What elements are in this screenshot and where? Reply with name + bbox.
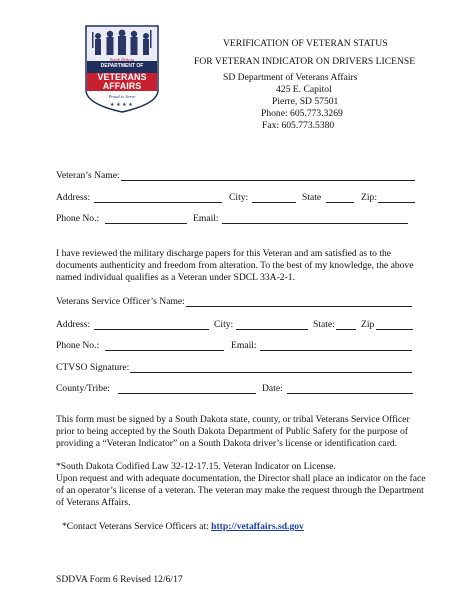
officer-name-label: Veterans Service Officer’s Name: <box>56 296 185 307</box>
logo-shield-icon <box>84 24 160 114</box>
law-paragraph <box>56 461 436 509</box>
veteran-email-field[interactable] <box>222 223 408 224</box>
notice-line: providing a “Veteran Indicator” on a South Dakota driver’s license or identification card. <box>56 438 398 449</box>
officer-zip-label: Zip <box>361 319 375 330</box>
veteran-city-field[interactable] <box>252 202 296 203</box>
officer-city-field[interactable] <box>236 329 308 330</box>
notice-paragraph <box>56 414 436 450</box>
law-heading: *South Dakota Codified Law 32-12-17.15. Veteran Indicator on License. <box>56 461 336 472</box>
officer-phone-field[interactable] <box>105 350 224 351</box>
officer-state-field[interactable] <box>336 329 356 330</box>
veteran-city-label: City: <box>229 192 249 203</box>
form-subtitle: FOR VETERAN INDICATOR ON DRIVERS LICENSE <box>194 56 416 67</box>
statement-paragraph <box>56 248 436 284</box>
logo-top-script: South Dakota <box>109 57 135 62</box>
contact-prefix: *Contact Veterans Service Officers at: <box>62 521 212 532</box>
logo-tagline: Proud to Serve <box>108 94 136 99</box>
form-title: VERIFICATION OF VETERAN STATUS <box>223 38 388 49</box>
veteran-email-label: Email: <box>193 213 219 224</box>
officer-city-label: City: <box>214 319 234 330</box>
officer-address-field[interactable] <box>94 329 209 330</box>
officer-email-label: Email: <box>231 340 257 351</box>
veteran-state-field[interactable] <box>326 202 354 203</box>
logo-name-line1: VETERANS <box>97 72 147 82</box>
county-tribe-field[interactable] <box>118 393 256 394</box>
logo-dept: DEPARTMENT OF <box>100 63 144 69</box>
notice-line: prior to being accepted by the South Dakota Department of Public Safety for the purpose of <box>56 426 408 437</box>
ctvso-signature-label: CTVSO Signature: <box>56 362 130 373</box>
veteran-phone-field[interactable] <box>105 223 187 224</box>
vetaffairs-link[interactable]: http://vetaffairs.sd.gov <box>211 521 304 532</box>
officer-zip-field[interactable] <box>376 329 413 330</box>
officer-state-label: State: <box>313 319 335 330</box>
county-tribe-label: County/Tribe: <box>56 383 111 394</box>
veteran-state-label: State <box>302 192 322 203</box>
statement-line: I have reviewed the military discharge papers for this Veteran and am satisfied as to the <box>56 248 392 259</box>
law-line: Upon request and with adequate documentation, the Director shall place an indicator on the face <box>56 473 426 484</box>
officer-address-label: Address: <box>56 319 91 330</box>
statement-line: named individual qualifies as a Veteran under SDCL 33A-2-1. <box>56 272 295 283</box>
veteran-zip-field[interactable] <box>378 202 415 203</box>
veteran-name-field[interactable] <box>121 180 415 181</box>
officer-name-field[interactable] <box>186 306 412 307</box>
date-label: Date: <box>262 383 283 394</box>
form-footer: SDDVA Form 6 Revised 12/6/17 <box>56 574 183 585</box>
veteran-phone-label: Phone No.: <box>56 213 100 224</box>
statement-line: documents authenticity and freedom from alteration. To the best of my knowledge, the above <box>56 260 414 271</box>
svg-text:★ ★ ★ ★: ★ ★ ★ ★ <box>110 102 133 108</box>
veteran-address-label: Address: <box>56 192 91 203</box>
notice-line: This form must be signed by a South Dakota state, county, or tribal Veterans Service Officer <box>56 414 410 425</box>
veteran-name-label: Veteran’s Name: <box>56 170 120 181</box>
org-city: Pierre, SD 57501 <box>272 96 339 107</box>
law-line: of an operator’s license of a veteran. The veteran may make the request through the Department <box>56 485 424 496</box>
org-street: 425 E. Capitol <box>276 84 332 95</box>
veteran-zip-label: Zip: <box>361 192 377 203</box>
officer-phone-label: Phone No.: <box>56 340 100 351</box>
org-fax: Fax: 605.773.5380 <box>262 120 335 131</box>
org-name: SD Department of Veterans Affairs <box>223 72 358 83</box>
sd-veterans-affairs-logo <box>84 24 160 114</box>
contact-line <box>62 521 304 533</box>
law-line: of Veterans Affairs. <box>56 497 131 508</box>
logo-name-line2: AFFAIRS <box>102 81 142 91</box>
org-phone: Phone: 605.773.3269 <box>261 108 343 119</box>
ctvso-signature-field[interactable] <box>130 372 412 373</box>
date-field[interactable] <box>287 393 413 394</box>
officer-email-field[interactable] <box>260 350 412 351</box>
veteran-address-field[interactable] <box>94 202 222 203</box>
